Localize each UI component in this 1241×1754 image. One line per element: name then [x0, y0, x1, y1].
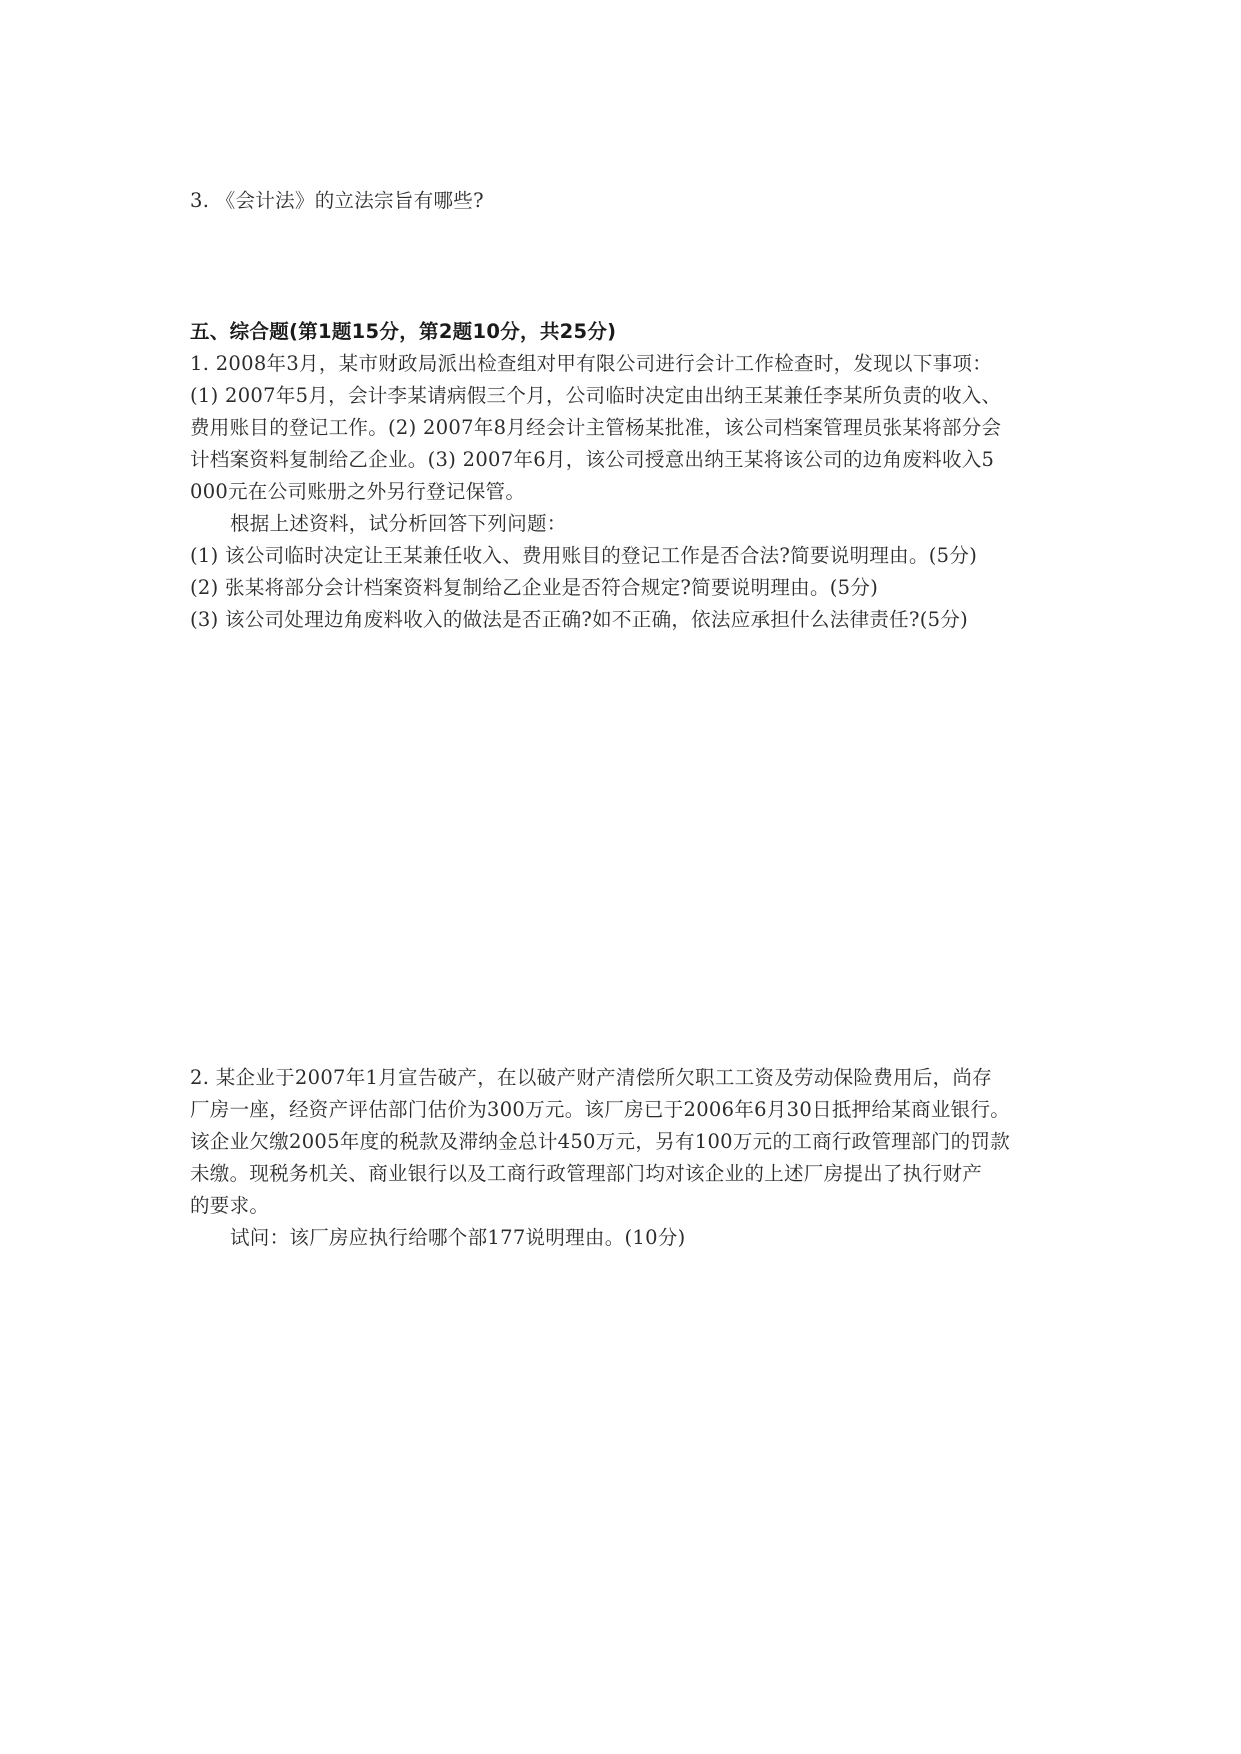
- section-5-heading: 五、综合题(第1题15分，第2题10分，共25分): [190, 320, 617, 343]
- case-2-line-1: 2. 某企业于2007年1月宣告破产，在以破产财产清偿所欠职工工资及劳动保险费用后，尚存: [190, 1066, 993, 1089]
- case-2-question: 试问：该厂房应执行给哪个部177说明理由。(10分): [230, 1226, 686, 1249]
- case-2-line-2: 厂房一座，经资产评估部门估价为300万元。该厂房已于2006年6月30日抵押给某商业银行。: [190, 1098, 1011, 1121]
- case-1-question-3: (3) 该公司处理边角废料收入的做法是否正确?如不正确，依法应承担什么法律责任?(5分): [190, 608, 969, 631]
- case-1-question-2: (2) 张某将部分会计档案资料复制给乙企业是否符合规定?简要说明理由。(5分): [190, 576, 879, 599]
- case-1-line-2: (1) 2007年5月，会计李某请病假三个月，公司临时决定由出纳王某兼任李某所负责的收入、: [190, 384, 1002, 407]
- case-1-line-4: 计档案资料复制给乙企业。(3) 2007年6月，该公司授意出纳王某将该公司的边角废料收入5: [190, 448, 995, 471]
- case-1-line-3: 费用账目的登记工作。(2) 2007年8月经会计主管杨某批准，该公司档案管理员张某将部分会: [190, 416, 1002, 439]
- question-3: 3. 《会计法》的立法宗旨有哪些?: [190, 189, 484, 212]
- case-1-line-5: 000元在公司账册之外另行登记保管。: [190, 480, 526, 503]
- case-1-line-1: 1. 2008年3月，某市财政局派出检查组对甲有限公司进行会计工作检查时，发现以下事项：: [190, 352, 993, 375]
- case-2-line-3: 该企业欠缴2005年度的税款及滞纳金总计450万元，另有100万元的工商行政管理部门的罚款: [190, 1130, 1011, 1153]
- case-2-line-4: 未缴。现税务机关、商业银行以及工商行政管理部门均对该企业的上述厂房提出了执行财产: [190, 1162, 983, 1185]
- case-1-prompt: 根据上述资料，试分析回答下列问题：: [230, 512, 567, 535]
- case-2-line-5: 的要求。: [190, 1194, 270, 1217]
- case-1-question-1: (1) 该公司临时决定让王某兼任收入、费用账目的登记工作是否合法?简要说明理由。(5分): [190, 544, 978, 567]
